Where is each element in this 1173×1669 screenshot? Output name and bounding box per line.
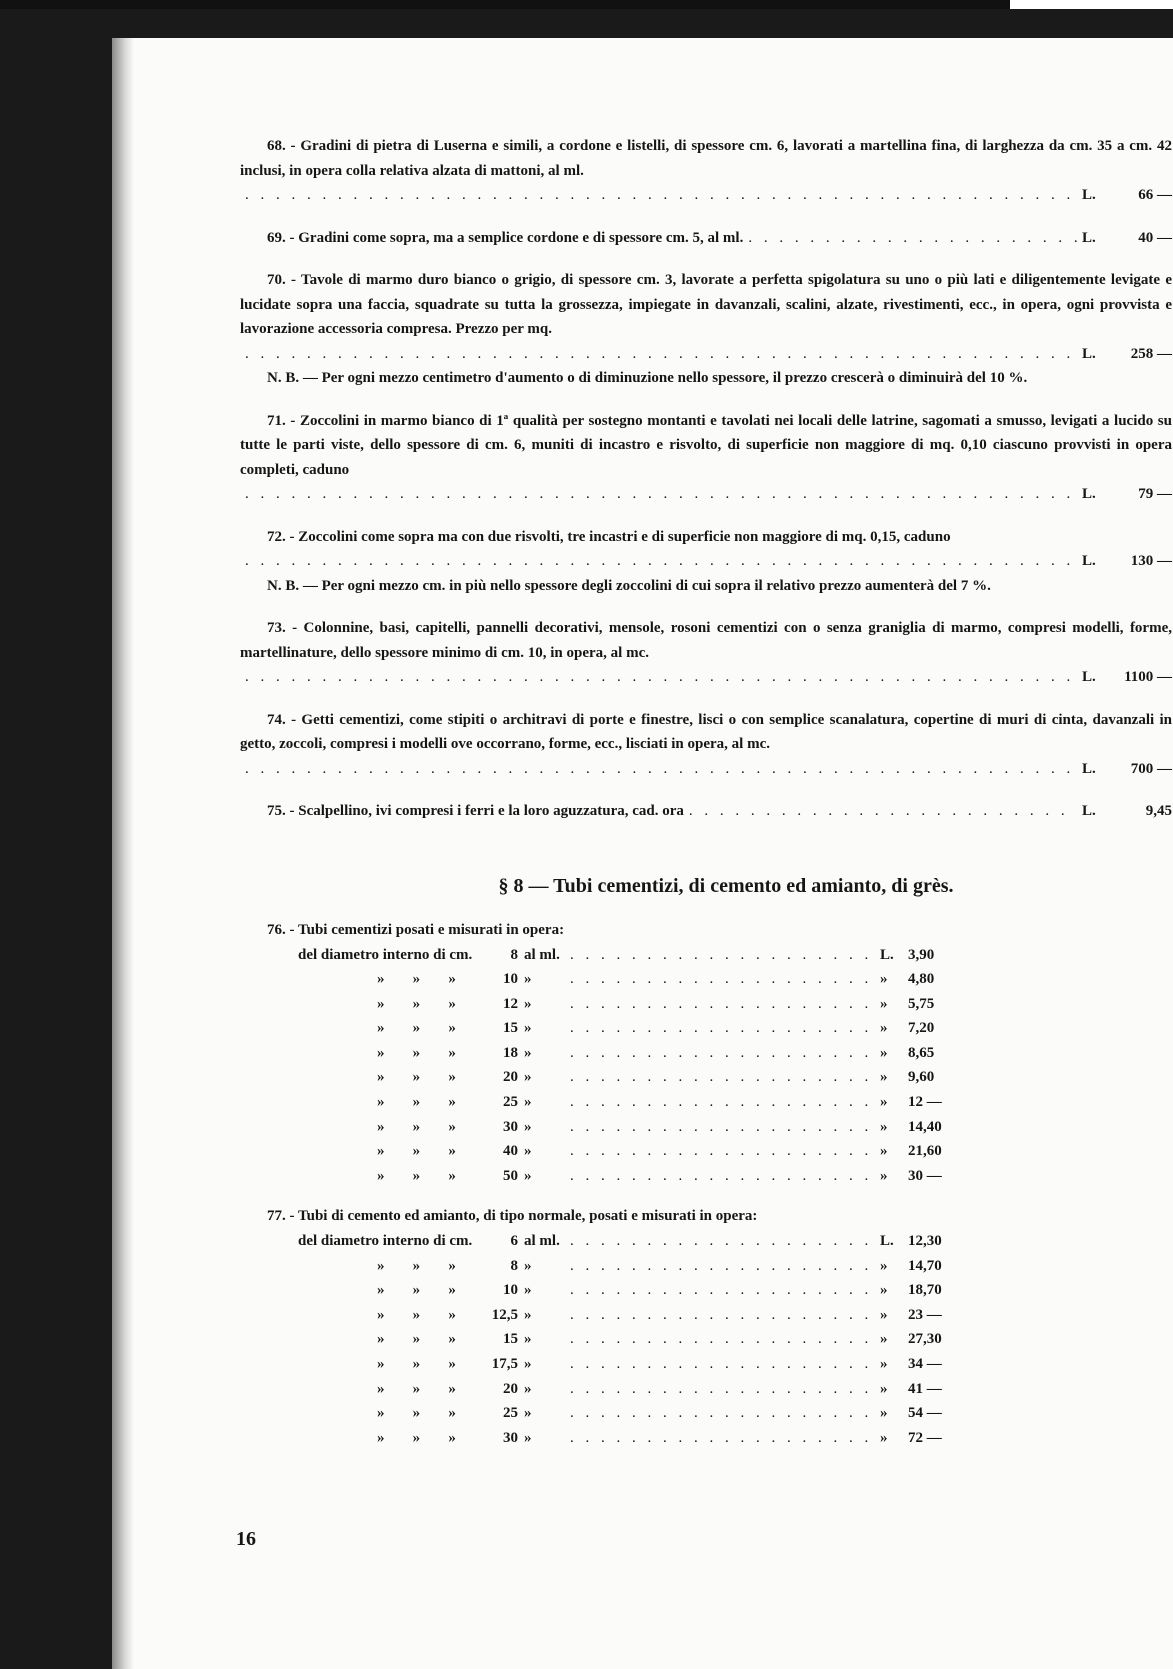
ditto-mark: » <box>448 1044 456 1061</box>
row-label <box>240 1401 484 1426</box>
leader-dots <box>570 1065 876 1090</box>
unit: » <box>524 1094 532 1111</box>
price: 40 — <box>1138 229 1172 246</box>
row-label <box>240 1164 484 1189</box>
page-number: 16 <box>236 1528 256 1550</box>
row-label <box>240 1254 484 1279</box>
price: 41 — <box>908 1380 942 1397</box>
table-heading: 76. - Tubi cementizi posati e misurati in opera: <box>267 922 565 938</box>
currency: » <box>880 1429 888 1446</box>
ditto-mark: » <box>377 1069 385 1086</box>
diameter: 8 <box>510 946 518 963</box>
ditto-mark: » <box>448 1143 456 1160</box>
row-label <box>240 1139 484 1164</box>
ditto-mark: » <box>412 1429 421 1446</box>
price: 79 — <box>1138 486 1172 502</box>
price: 3,90 <box>908 946 935 963</box>
ditto-mark: » <box>377 1020 385 1037</box>
table-row <box>240 1254 1172 1279</box>
unit: al ml. <box>524 946 560 963</box>
table-row <box>240 1041 1172 1066</box>
row-label <box>240 967 484 992</box>
ditto-mark: » <box>377 1118 385 1135</box>
unit: » <box>524 1331 532 1348</box>
currency: » <box>880 1405 888 1422</box>
item-text: 75. - Scalpellino, ivi compresi i ferri e la loro aguzzatura, cad. ora <box>267 803 684 819</box>
ditto-mark: » <box>448 1355 456 1372</box>
ditto-mark: » <box>412 1306 421 1323</box>
unit: » <box>524 1167 532 1184</box>
table-row <box>240 1164 1172 1189</box>
diameter: 30 <box>503 1118 518 1135</box>
ditto-mark: » <box>412 1331 421 1348</box>
price: 27,30 <box>908 1331 942 1348</box>
currency: » <box>880 971 888 988</box>
unit: » <box>524 1355 532 1372</box>
item-text: 68. - Gradini di pietra di Luserna e simili, a cordone e listelli, di spessore cm. 6, lavorati a martellina fina, di larghezza da cm. 35 a cm. 42 inclusi, in opera colla relativa alzata di mattoni, al ml. <box>240 138 1172 179</box>
ditto-mark: » <box>448 1167 456 1184</box>
pipe-table-77 <box>240 1204 1172 1450</box>
ditto-mark: » <box>377 1167 385 1184</box>
unit: al ml. <box>524 1232 560 1249</box>
price: 34 — <box>908 1355 942 1372</box>
table-row <box>240 1401 1172 1426</box>
row-label <box>240 1065 484 1090</box>
table-row <box>240 967 1172 992</box>
price-list <box>240 134 1172 1450</box>
currency: L. <box>1082 187 1096 203</box>
currency: » <box>880 1331 888 1348</box>
diameter: 6 <box>510 1232 518 1249</box>
row-label <box>240 1115 484 1140</box>
table-row <box>240 1426 1172 1451</box>
ditto-mark: » <box>412 1143 421 1160</box>
item-text: 72. - Zoccolini come sopra ma con due risvolti, tre incastri e di superficie non maggiore di mq. 0,15, caduno <box>267 528 951 545</box>
leader-dots <box>570 1164 876 1189</box>
pipe-table-76 <box>240 918 1172 1188</box>
leader-dots <box>570 1041 876 1066</box>
table-row <box>240 1303 1172 1328</box>
row-label <box>240 1278 484 1303</box>
price: 258 — <box>1130 345 1172 362</box>
scan-border-dark <box>0 0 1010 9</box>
list-item <box>240 268 1172 391</box>
ditto-mark: » <box>377 1143 385 1160</box>
row-label: del diametro interno di cm. <box>298 1232 473 1249</box>
ditto-mark: » <box>412 1118 421 1135</box>
ditto-mark: » <box>412 995 421 1012</box>
leader-dots <box>570 1090 876 1115</box>
ditto-mark: » <box>448 1380 456 1397</box>
table-row <box>240 1327 1172 1352</box>
ditto-mark: » <box>377 971 385 988</box>
table-row <box>240 943 1172 968</box>
currency: L. <box>880 946 894 963</box>
unit: » <box>524 1020 532 1037</box>
currency: » <box>880 1143 888 1160</box>
leader-dots <box>570 943 876 968</box>
leader-dots <box>570 1254 876 1279</box>
diameter: 30 <box>503 1429 518 1446</box>
diameter: 12 <box>503 995 518 1012</box>
price: 21,60 <box>908 1143 942 1160</box>
row-label: del diametro interno di cm. <box>298 946 473 963</box>
item-text: 69. - Gradini come sopra, ma a semplice cordone e di spessore cm. 5, al ml. <box>267 229 744 246</box>
diameter: 8 <box>510 1257 518 1274</box>
row-label <box>240 1303 484 1328</box>
currency: » <box>880 1044 888 1061</box>
currency: L. <box>1082 669 1096 685</box>
unit: » <box>524 1306 532 1323</box>
ditto-mark: » <box>448 1306 456 1323</box>
currency: » <box>880 1118 888 1135</box>
item-price-line <box>240 183 1172 208</box>
ditto-mark: » <box>448 1094 456 1111</box>
list-item <box>240 409 1172 507</box>
ditto-mark: » <box>377 1355 385 1372</box>
currency: » <box>880 1167 888 1184</box>
diameter: 15 <box>503 1020 518 1037</box>
currency: L. <box>880 1232 894 1249</box>
price: 5,75 <box>908 995 935 1012</box>
table-row <box>240 1090 1172 1115</box>
leader-dots <box>570 1139 876 1164</box>
ditto-mark: » <box>412 971 421 988</box>
ditto-mark: » <box>448 1069 456 1086</box>
ditto-mark: » <box>448 1331 456 1348</box>
currency: » <box>880 1069 888 1086</box>
item-price-line <box>240 549 1172 574</box>
diameter: 18 <box>503 1044 518 1061</box>
item-text: 73. - Colonnine, basi, capitelli, pannelli decorativi, mensole, rosoni cementizi con o senza graniglia di marmo, compresi modelli, forme, martellinature, dello spessore minimo di cm. 10, in opera, al mc. <box>240 620 1172 661</box>
currency: » <box>880 1020 888 1037</box>
item-text: 74. - Getti cementizi, come stipiti o architravi di porte e finestre, lisci o con semplice scanalatura, copertine di muri di cinta, davanzali in getto, zoccoli, compresi i modelli ove occorrano, forme, ecc., lisciati in opera, al mc. <box>240 711 1172 752</box>
row-label <box>240 1426 484 1451</box>
price: 8,65 <box>908 1044 935 1061</box>
unit: » <box>524 1405 532 1422</box>
price: 7,20 <box>908 1020 935 1037</box>
leader-dots <box>570 1115 876 1140</box>
leader-dots <box>570 1377 876 1402</box>
diameter: 50 <box>503 1167 518 1184</box>
binding-shadow <box>112 38 134 1669</box>
diameter: 25 <box>503 1405 518 1422</box>
unit: » <box>524 1429 532 1446</box>
ditto-mark: » <box>412 1405 421 1422</box>
item-note: N. B. — Per ogni mezzo cm. in più nello spessore degli zoccolini di cui sopra il relativo prezzo aumenterà del 7 %. <box>267 577 991 594</box>
ditto-mark: » <box>448 995 456 1012</box>
price: 4,80 <box>908 971 935 988</box>
ditto-mark: » <box>412 1044 421 1061</box>
ditto-mark: » <box>448 971 456 988</box>
price: 12 — <box>908 1094 942 1111</box>
unit: » <box>524 971 532 988</box>
row-label <box>240 1327 484 1352</box>
ditto-mark: » <box>412 1069 421 1086</box>
ditto-mark: » <box>377 1282 385 1299</box>
ditto-mark: » <box>412 1167 421 1184</box>
ditto-mark: » <box>448 1405 456 1422</box>
table-row <box>240 1065 1172 1090</box>
unit: » <box>524 1069 532 1086</box>
ditto-mark: » <box>448 1429 456 1446</box>
diameter: 10 <box>503 1282 518 1299</box>
leader-dots <box>570 1426 876 1451</box>
scan-border <box>0 0 1173 9</box>
ditto-mark: » <box>377 1331 385 1348</box>
diameter: 15 <box>503 1331 518 1348</box>
leader-dots <box>570 1401 876 1426</box>
currency: L. <box>1082 803 1096 819</box>
table-row <box>240 1278 1172 1303</box>
unit: » <box>524 1044 532 1061</box>
list-item <box>240 708 1172 782</box>
price: 9,45 <box>1145 803 1172 819</box>
item-price-line <box>240 342 1172 367</box>
unit: » <box>524 1118 532 1135</box>
currency: » <box>880 1306 888 1323</box>
price: 30 — <box>908 1167 942 1184</box>
row-label <box>240 1377 484 1402</box>
diameter: 10 <box>503 971 518 988</box>
item-note: N. B. — Per ogni mezzo centimetro d'aumento o di diminuzione nello spessore, il prezzo crescerà o diminuirà del 10 %. <box>267 370 1028 386</box>
currency: » <box>880 1355 888 1372</box>
price: 12,30 <box>908 1232 942 1249</box>
currency: L. <box>1082 486 1096 502</box>
ditto-mark: » <box>377 1306 385 1323</box>
ditto-mark: » <box>448 1282 456 1299</box>
table-row <box>240 992 1172 1017</box>
diameter: 25 <box>503 1094 518 1111</box>
ditto-mark: » <box>448 1020 456 1037</box>
unit: » <box>524 995 532 1012</box>
item-text: 71. - Zoccolini in marmo bianco di 1ª qualità per sostegno montanti e tavolati nei locali delle latrine, sagomati a smusso, levigati a lucido su tutte le parti viste, dello spessore di cm. 6, muniti di incastro e risvolto, di superficie non maggiore di mq. 0,10 ciascuno provvisti in opera completi, caduno <box>240 412 1172 478</box>
currency: » <box>880 1380 888 1397</box>
list-item <box>240 134 1172 208</box>
price: 14,40 <box>908 1118 942 1135</box>
diameter: 12,5 <box>491 1306 518 1323</box>
currency: » <box>880 1282 888 1299</box>
item-text: 70. - Tavole di marmo duro bianco o grigio, di spessore cm. 3, lavorate a perfetta spigolatura su uno o più lati e diligentemente levigate e lucidate sopra una faccia, squadrate su tutta la grossezza, impiegate in davanzali, scalini, alzate, rivestimenti, ecc., in opera, ogni provvista e lavorazione accessoria compresa. Prezzo per mq. <box>240 272 1172 337</box>
leader-dots <box>570 1016 876 1041</box>
price: 18,70 <box>908 1282 942 1299</box>
diameter: 40 <box>503 1143 518 1160</box>
ditto-mark: » <box>412 1020 421 1037</box>
price: 66 — <box>1138 187 1172 203</box>
document-page <box>112 38 1173 1669</box>
item-price-line <box>240 226 1172 251</box>
table-row <box>240 1377 1172 1402</box>
price: 700 — <box>1130 760 1172 777</box>
price: 72 — <box>908 1429 942 1446</box>
currency: L. <box>1082 229 1096 246</box>
item-price-line <box>240 665 1172 690</box>
table-row <box>240 1352 1172 1377</box>
ditto-mark: » <box>377 1405 385 1422</box>
table-heading: 77. - Tubi di cemento ed amianto, di tipo normale, posati e misurati in opera: <box>267 1208 758 1225</box>
currency: L. <box>1082 553 1096 569</box>
ditto-mark: » <box>448 1118 456 1135</box>
currency: » <box>880 1257 888 1274</box>
ditto-mark: » <box>412 1380 421 1397</box>
table-body <box>240 943 1172 1189</box>
diameter: 17,5 <box>491 1355 518 1372</box>
item-price-line <box>240 482 1172 507</box>
row-label <box>240 1352 484 1377</box>
diameter: 20 <box>503 1380 518 1397</box>
row-label <box>240 1041 484 1066</box>
row-label <box>240 1016 484 1041</box>
table-body <box>240 1229 1172 1450</box>
section-title: § 8 — Tubi cementizi, di cemento ed amianto, di grès. <box>498 874 954 897</box>
leader-dots <box>570 1327 876 1352</box>
price: 54 — <box>908 1405 942 1422</box>
price: 23 — <box>908 1306 942 1323</box>
ditto-mark: » <box>377 1094 385 1111</box>
currency: » <box>880 995 888 1012</box>
leader-dots <box>570 967 876 992</box>
ditto-mark: » <box>412 1355 421 1372</box>
list-item <box>240 616 1172 690</box>
item-price-line <box>240 799 1172 824</box>
item-price-line <box>240 757 1172 782</box>
leader-dots <box>570 1229 876 1254</box>
ditto-mark: » <box>412 1257 421 1274</box>
ditto-mark: » <box>412 1282 421 1299</box>
ditto-mark: » <box>377 1044 385 1061</box>
diameter: 20 <box>503 1069 518 1086</box>
list-item <box>240 525 1172 599</box>
list-item <box>240 799 1172 824</box>
leader-dots <box>570 1278 876 1303</box>
unit: » <box>524 1282 532 1299</box>
list-item <box>240 226 1172 251</box>
leader-dots <box>570 1352 876 1377</box>
ditto-mark: » <box>377 1380 385 1397</box>
price: 9,60 <box>908 1069 935 1086</box>
price: 1100 — <box>1124 669 1172 685</box>
table-row <box>240 1229 1172 1254</box>
price: 130 — <box>1130 553 1172 569</box>
ditto-mark: » <box>448 1257 456 1274</box>
currency: » <box>880 1094 888 1111</box>
unit: » <box>524 1380 532 1397</box>
ditto-mark: » <box>412 1094 421 1111</box>
ditto-mark: » <box>377 1429 385 1446</box>
currency: L. <box>1082 345 1096 362</box>
unit: » <box>524 1143 532 1160</box>
table-row <box>240 1016 1172 1041</box>
ditto-mark: » <box>377 1257 385 1274</box>
leader-dots <box>570 1303 876 1328</box>
row-label <box>240 992 484 1017</box>
unit: » <box>524 1257 532 1274</box>
leader-dots <box>570 992 876 1017</box>
table-row <box>240 1115 1172 1140</box>
row-label <box>240 1090 484 1115</box>
price: 14,70 <box>908 1257 942 1274</box>
currency: L. <box>1082 760 1096 777</box>
table-row <box>240 1139 1172 1164</box>
ditto-mark: » <box>377 995 385 1012</box>
